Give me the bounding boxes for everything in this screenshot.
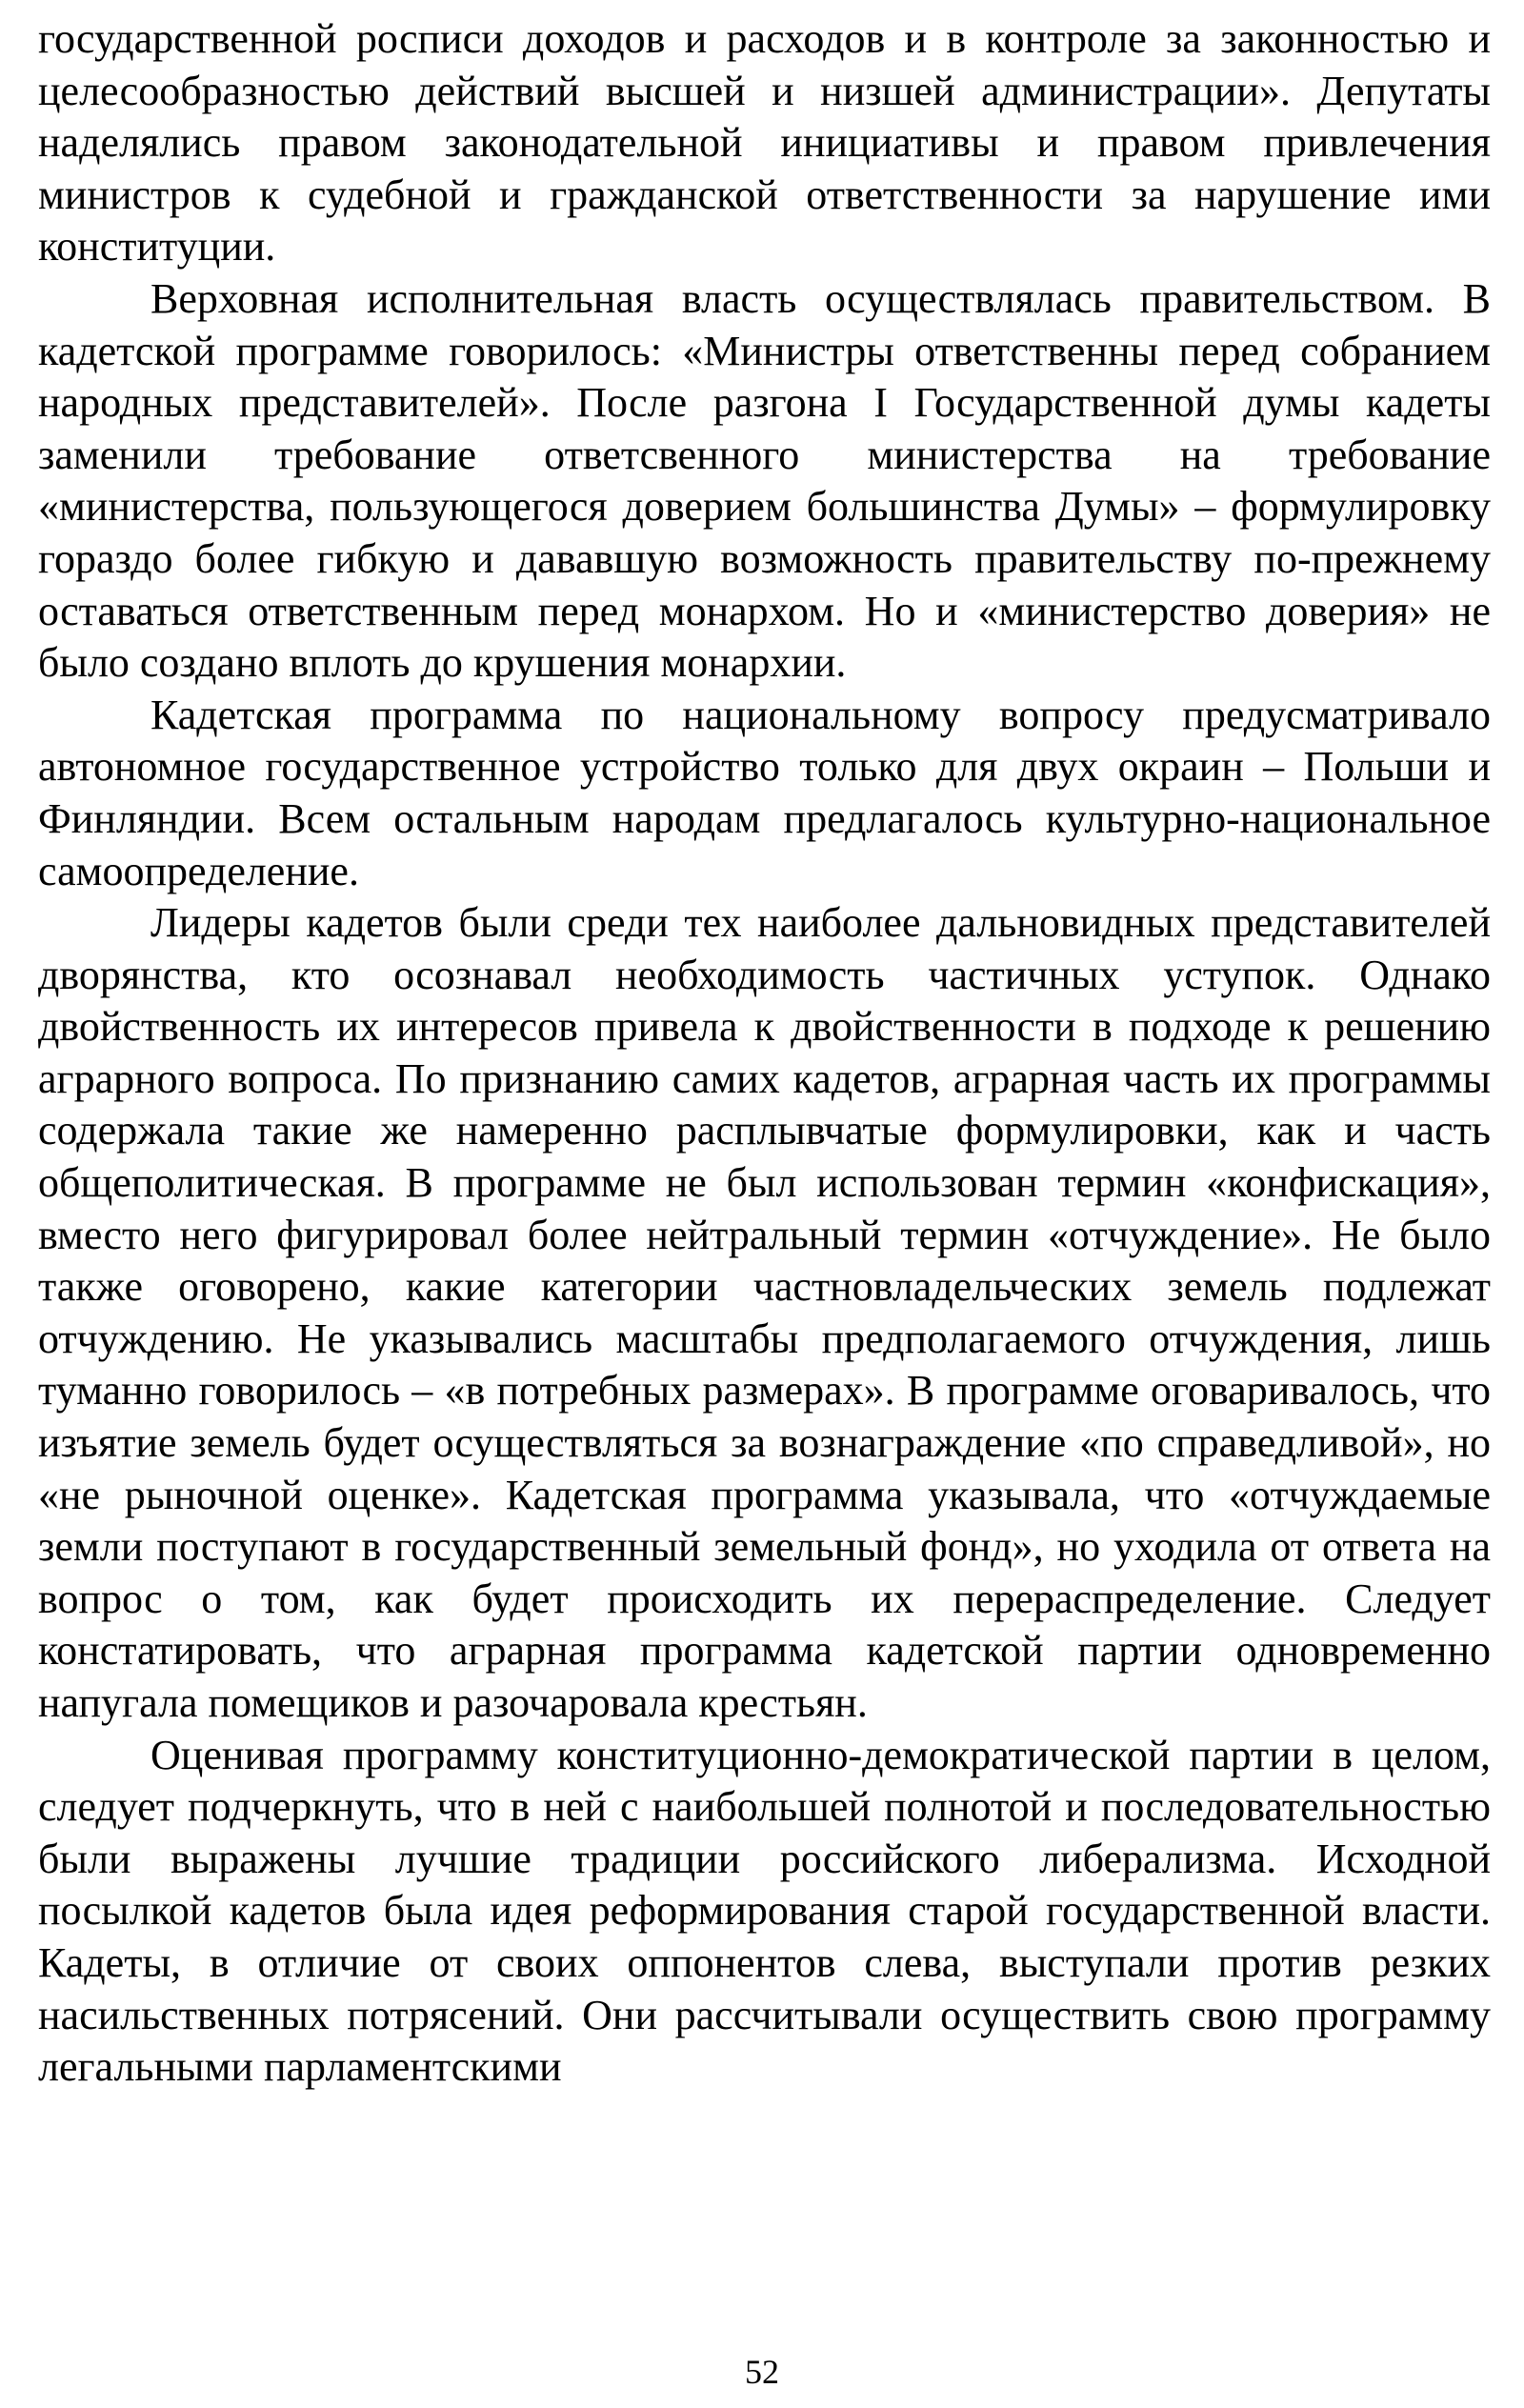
paragraph-3: Кадетская программа по национальному вопросу предусматривало автономное государственное устройство только для двух окраин – Польши и Финляндии. Всем остальным народам предлагалось культурно-национальное самоопределение. xyxy=(38,691,1491,894)
document-body xyxy=(38,13,1491,2094)
paragraph-5: Оценивая программу конституционно-демократической партии в целом, следует подчеркнуть, что в ней с наибольшей полнотой и последовательностью были выражены лучшие традиции российского либерализма. Исходной посылкой кадетов была идея реформирования старой государственной власти. Кадеты, в отличие от своих оппонентов слева, выступали против резких насильственных потрясений. Они рассчитывали осуществить свою программу легальными парламентскими xyxy=(38,1731,1491,2091)
paragraph-4: Лидеры кадетов были среди тех наиболее дальновидных представителей дворянства, кто осознавал необходимость частичных уступок. Однако двойственность их интересов привела к двойственности в подходе к решению аграрного вопроса. По признанию самих кадетов, аграрная часть их программы содержала такие же намеренно расплывчатые формулировки, как и часть общеполитическая. В программе не был использован термин «конфискация», вместо него фигурировал более нейтральный термин «отчуждение». Не было также оговорено, какие категории частновладельческих земель подлежат отчуждению. Не указывались масштабы предполагаемого отчуждения, лишь туманно говорилось – «в потребных размерах». В программе оговаривалось, что изъятие земель будет осуществляться за вознаграждение «по справедливой», но «не рыночной оценке». Кадетская программа указывала, что «отчуждаемые земли поступают в государственный земельный фонд», но уходила от ответа на вопрос о том, как будет происходить их перераспределение. Следует констатировать, что аграрная программа кадетской партии одновременно напугала помещиков и разочаровала крестьян. xyxy=(38,899,1491,1726)
paragraph-2: Верховная исполнительная власть осуществлялась правительством. В кадетской программе говорилось: «Министры ответственны перед собранием народных представителей». После разгона I Государственной думы кадеты заменили требование ответсвенного министерства на требование «министерства, пользующегося доверием большинства Думы» – формулировку гораздо более гибкую и дававшую возможность правительству по-прежнему оставаться ответственным перед монархом. Но и «министерство доверия» не было создано вплоть до крушения монархии. xyxy=(38,274,1491,687)
paragraph-1: государственной росписи доходов и расходов и в контроле за законностью и целесообразностью действий высшей и низшей администрации». Депутаты наделялись правом законодательной инициативы и правом привлечения министров к судебной и гражданской ответственности за нарушение ими конституции. xyxy=(38,15,1491,271)
page-number: 52 xyxy=(745,2353,779,2391)
